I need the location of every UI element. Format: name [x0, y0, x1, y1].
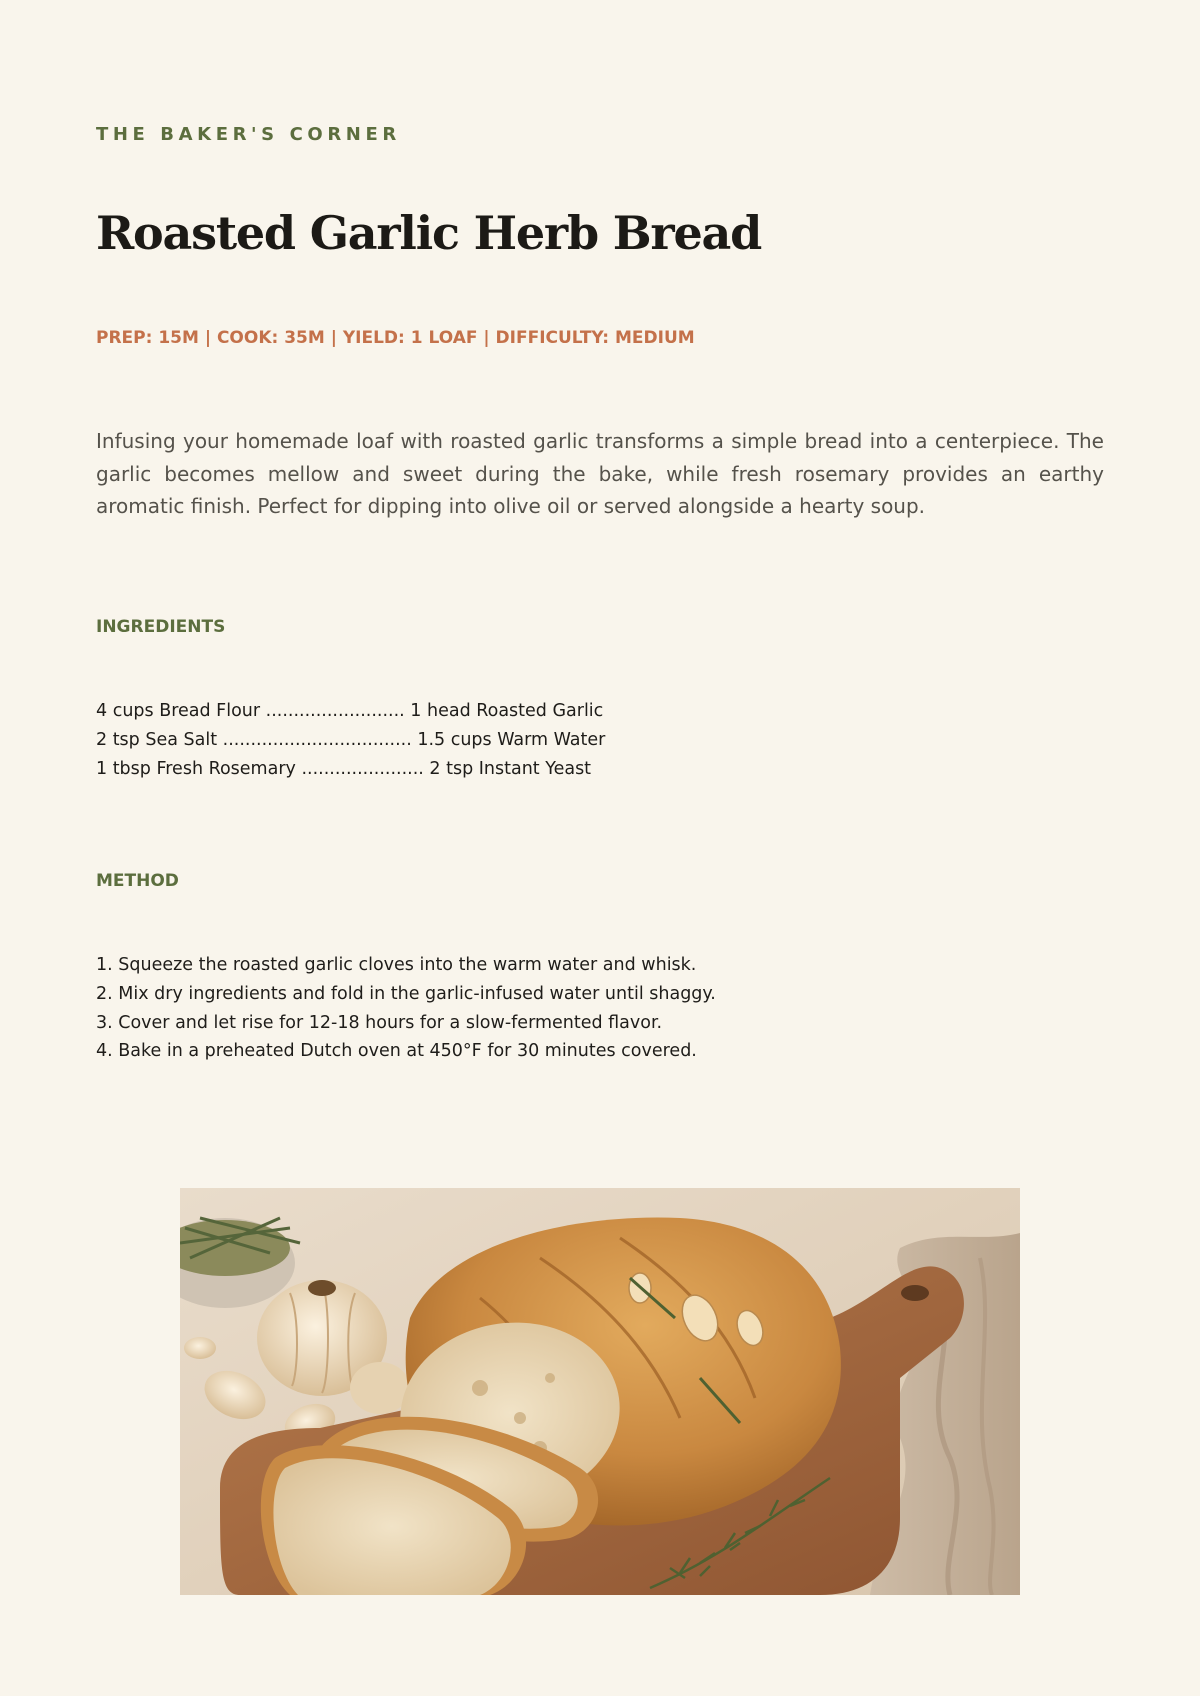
recipe-meta: PREP: 15M | COOK: 35M | YIELD: 1 LOAF | DIFFICULTY: MEDIUM — [96, 328, 695, 348]
method-step: 4. Bake in a preheated Dutch oven at 450°F for 30 minutes covered. — [96, 1041, 697, 1062]
method-steps — [96, 951, 716, 1066]
ingredients-heading: INGREDIENTS — [96, 617, 226, 637]
recipe-title: Roasted Garlic Herb Bread — [96, 206, 762, 260]
method-step: 2. Mix dry ingredients and fold in the garlic-infused water until shaggy. — [96, 983, 716, 1004]
publication-kicker: THE BAKER'S CORNER — [96, 124, 401, 145]
bread-photo-illustration — [180, 1188, 1020, 1595]
method-step: 1. Squeeze the roasted garlic cloves into the warm water and whisk. — [96, 955, 697, 975]
recipe-intro: Infusing your homemade loaf with roasted garlic transforms a simple bread into a centerpiece. The garlic becomes mellow and sweet during the bake, while fresh rosemary provides an earthy aromatic finish. Perfect for dipping into olive oil or served alongside a hearty soup. — [96, 429, 1104, 518]
method-heading: METHOD — [96, 871, 179, 891]
bread-photo — [180, 1188, 1020, 1595]
ingredient-row: 1 tbsp Fresh Rosemary ...................... 2 tsp Instant Yeast — [96, 758, 592, 779]
method-step: 3. Cover and let rise for 12-18 hours for a slow-fermented flavor. — [96, 1012, 663, 1033]
ingredient-row: 2 tsp Sea Salt .................................. 1.5 cups Warm Water — [96, 729, 606, 750]
ingredients-list — [96, 697, 605, 783]
ingredient-row: 4 cups Bread Flour ......................... 1 head Roasted Garlic — [96, 701, 604, 721]
